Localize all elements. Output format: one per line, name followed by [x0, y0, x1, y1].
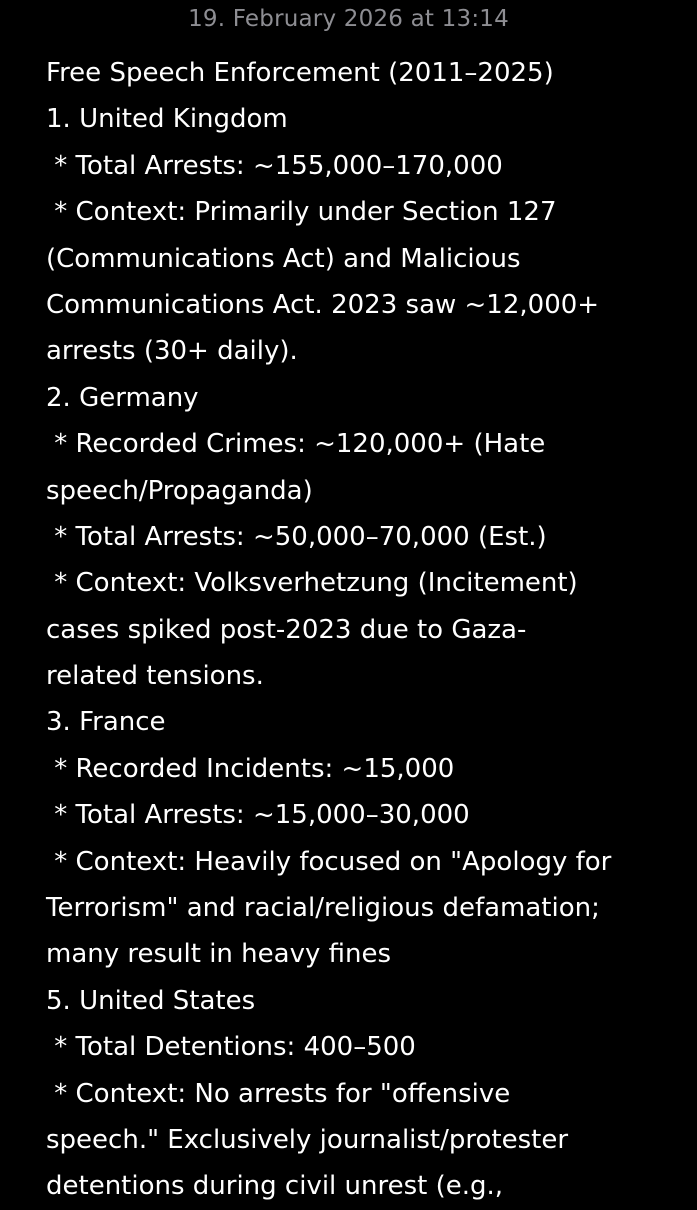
note-line: * Total Detentions: 400–500: [46, 1032, 416, 1063]
note-line: (Communications Act) and Malicious: [46, 243, 521, 274]
note-line: Communications Act. 2023 saw ~12,000+: [46, 289, 600, 320]
note-line: * Recorded Incidents: ~15,000: [46, 753, 455, 784]
note-line: * Total Arrests: ~50,000–70,000 (Est.): [46, 521, 547, 552]
note-line: * Context: Heavily focused on "Apology for: [46, 846, 612, 877]
note-line: 3. France: [46, 707, 166, 738]
note-line: * Total Arrests: ~155,000–170,000: [46, 150, 503, 181]
note-body[interactable]: [46, 50, 687, 1210]
note-line: * Context: No arrests for "offensive: [46, 1078, 511, 1109]
note-line: * Recorded Crimes: ~120,000+ (Hate: [46, 429, 546, 460]
note-line: Terrorism" and racial/religious defamation;: [46, 893, 600, 924]
note-timestamp: 19. February 2026 at 13:14: [188, 6, 509, 32]
note-line: detentions during civil unrest (e.g.,: [46, 1171, 504, 1202]
note-line: * Context: Volksverhetzung (Incitement): [46, 568, 578, 599]
note-line: * Context: Primarily under Section 127: [46, 197, 557, 228]
note-line: speech." Exclusively journalist/protester: [46, 1124, 569, 1155]
note-line: speech/Propaganda): [46, 475, 313, 506]
note-line: 2. Germany: [46, 382, 199, 413]
note-line: related tensions.: [46, 661, 264, 692]
note-line: 1. United Kingdom: [46, 104, 288, 135]
note-line: 5. United States: [46, 985, 256, 1016]
note-line: many result in heavy fines: [46, 939, 392, 970]
note-line: cases spiked post-2023 due to Gaza-: [46, 614, 527, 645]
note-line: arrests (30+ daily).: [46, 336, 298, 367]
note-line: * Total Arrests: ~15,000–30,000: [46, 800, 470, 831]
note-title: Free Speech Enforcement (2011–2025): [46, 58, 554, 88]
